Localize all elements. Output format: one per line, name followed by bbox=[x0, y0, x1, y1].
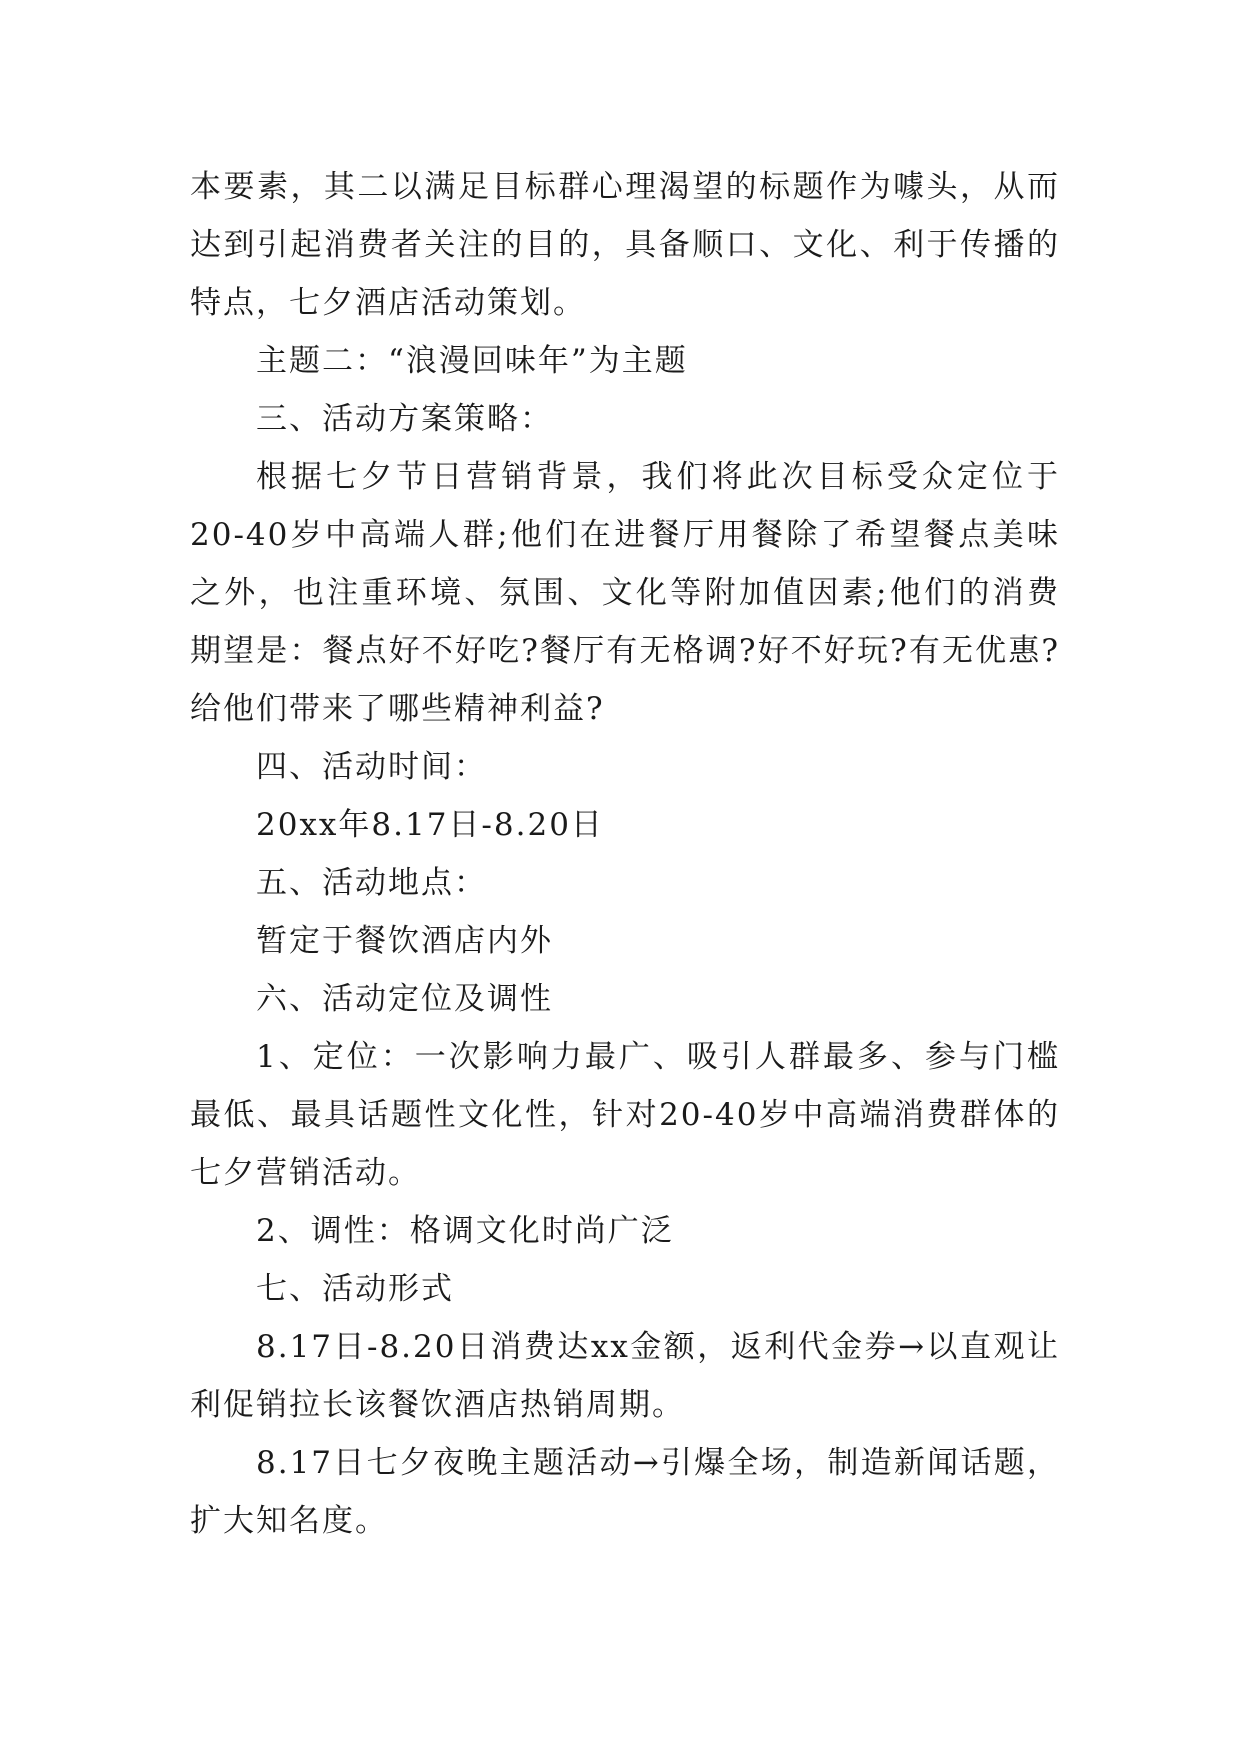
heading-positioning: 六、活动定位及调性 bbox=[256, 981, 553, 1017]
paragraph-format-night-event: 8.17日七夕夜晚主题活动→引爆全场，制造新闻话题，扩大知名度。 bbox=[190, 1445, 1060, 1539]
heading-location: 五、活动地点： bbox=[256, 865, 487, 901]
paragraph-theme-two: 主题二：“浪漫回味年”为主题 bbox=[256, 343, 688, 379]
paragraph-format-rebate: 8.17日-8.20日消费达xx金额，返利代金券→以直观让利促销拉长该餐饮酒店热销周期。 bbox=[190, 1329, 1060, 1423]
paragraph-positioning: 1、定位：一次影响力最广、吸引人群最多、参与门槛最低、最具话题性文化性，针对20-40岁中高端消费群体的七夕营销活动。 bbox=[190, 1039, 1060, 1191]
document-body bbox=[190, 158, 1060, 1550]
heading-strategy: 三、活动方案策略： bbox=[256, 401, 553, 437]
paragraph-time: 20xx年8.17日-8.20日 bbox=[256, 807, 604, 843]
heading-time: 四、活动时间： bbox=[256, 749, 487, 785]
paragraph-tone: 2、调性：格调文化时尚广泛 bbox=[256, 1213, 674, 1249]
heading-format: 七、活动形式 bbox=[256, 1271, 454, 1307]
paragraph-location: 暂定于餐饮酒店内外 bbox=[256, 923, 553, 959]
paragraph-continuation: 本要素，其二以满足目标群心理渴望的标题作为噱头，从而达到引起消费者关注的目的，具备顺口、文化、利于传播的特点，七夕酒店活动策划。 bbox=[190, 169, 1060, 321]
paragraph-strategy: 根据七夕节日营销背景，我们将此次目标受众定位于20-40岁中高端人群;他们在进餐厅用餐除了希望餐点美味之外，也注重环境、氛围、文化等附加值因素;他们的消费期望是：餐点好不好吃?餐厅有无格调?好不好玩?有无优惠?给他们带来了哪些精神利益? bbox=[190, 459, 1060, 727]
